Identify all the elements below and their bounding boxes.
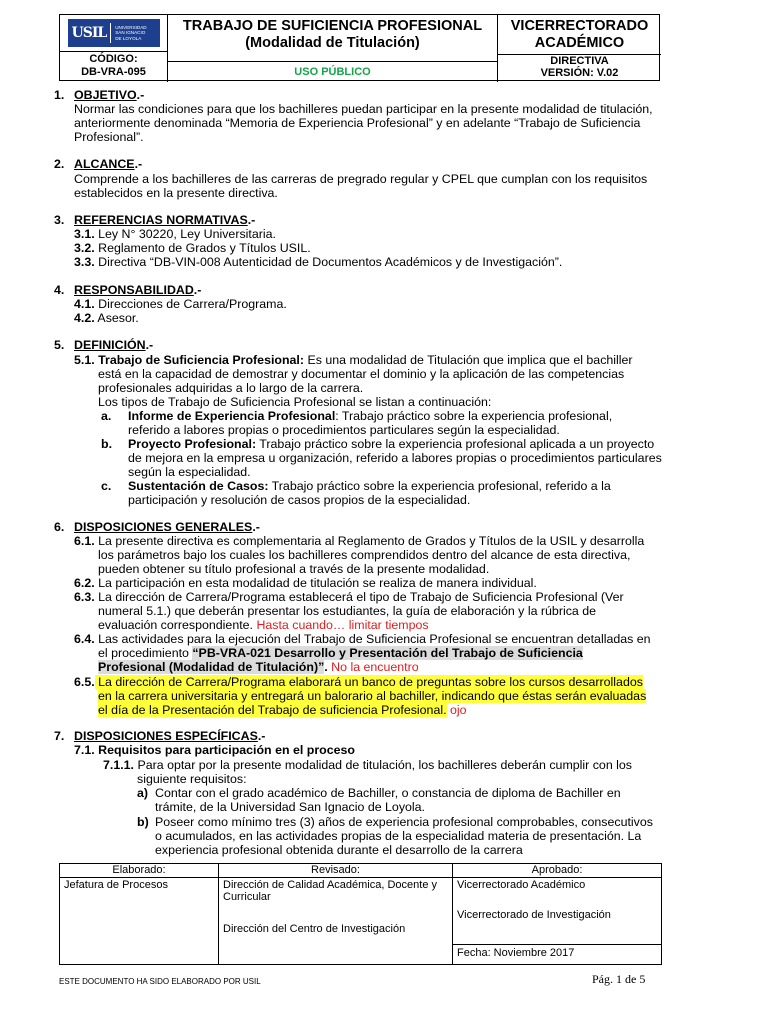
item-text: evaluación correspondiente. — [98, 618, 253, 632]
logo-mark: USIL — [71, 24, 107, 41]
list-item — [74, 576, 537, 591]
type-term: Informe de Experiencia Profesional — [128, 409, 336, 423]
section-number: 1. — [54, 88, 65, 102]
office-line-1: VICERRECTORADO — [510, 18, 649, 34]
section-suffix: .- — [247, 213, 256, 227]
item-number: 7.1. — [74, 743, 95, 757]
header-aprobado: Aprobado: — [453, 864, 662, 878]
section-2-heading — [54, 157, 143, 172]
paragraph-line: profesionales adquiridas a lo largo de la carrera. — [98, 381, 364, 395]
approval-date: Fecha: Noviembre 2017 — [453, 944, 661, 962]
page-number: Pág. 1 de 5 — [592, 972, 646, 986]
list-item — [74, 227, 276, 242]
list-item — [74, 534, 644, 549]
header-elaborado: Elaborado: — [60, 864, 219, 878]
item-number: 3.1. — [74, 227, 95, 241]
subsection-title: Requisitos para participación en el proceso — [94, 743, 355, 757]
revisado-cell — [219, 877, 453, 964]
approval-table-header — [60, 864, 662, 878]
paragraph-line: trámite, de la Universidad San Ignacio de Loyola. — [155, 800, 425, 814]
highlighted-text: en la carrera universitaria y entregará un balorario al bachiller, indicando que éstas serán evaluadas — [98, 689, 647, 703]
item-text: . — [324, 660, 328, 674]
approval-table — [59, 863, 662, 965]
section-suffix: .- — [252, 520, 260, 534]
section-title: DEFINICIÓN — [74, 338, 146, 352]
section-number: 6. — [54, 520, 65, 534]
list-letter: a. — [101, 409, 112, 423]
document-code — [60, 51, 168, 82]
item-number: 6.1. — [74, 534, 95, 548]
type-text: : Trabajo práctico sobre la experiencia profesional, — [335, 409, 613, 423]
item-number: 6.4. — [74, 632, 95, 646]
reviewer-comment: ojo — [446, 703, 467, 717]
section-number: 2. — [54, 157, 65, 171]
item-number: 3.3. — [74, 255, 95, 269]
item-number: 5.1. — [74, 353, 95, 367]
list-item — [74, 632, 651, 647]
item-text: el procedimiento — [98, 646, 193, 660]
paragraph-line: experiencia profesional obtenida durante el desarrollo de la carrera — [155, 843, 523, 857]
paragraph-line: Contar con el grado académico de Bachiller, o constancia de diploma de Bachiller en — [155, 786, 621, 800]
paragraph-line: o acumulados, en las actividades propias de la especialidad materia de presentación. La — [155, 829, 642, 843]
section-title: RESPONSABILIDAD — [74, 283, 194, 297]
section-5-heading — [54, 338, 154, 353]
paragraph-line — [98, 618, 429, 633]
list-item — [103, 758, 632, 773]
highlighted-text: La dirección de Carrera/Programa elaborará un banco de preguntas sobre los cursos desarrollados — [94, 675, 643, 689]
section-title: DISPOSICIONES GENERALES — [74, 520, 253, 534]
type-text: Trabajo práctico sobre la experiencia profesional aplicada a un proyecto — [256, 437, 655, 451]
item-text: Asesor. — [94, 311, 139, 325]
item-number: 6.2. — [74, 576, 95, 590]
definition-term: Trabajo de Suficiencia Profesional: — [94, 353, 304, 367]
type-text: Trabajo práctico sobre la experiencia profesional, referido a la — [268, 479, 611, 493]
item-number: 6.5. — [74, 675, 95, 689]
section-suffix: .- — [136, 88, 145, 102]
paragraph-line — [98, 703, 467, 718]
list-letter: c. — [101, 479, 112, 493]
section-suffix: .- — [257, 729, 266, 743]
item-number: 7.1.1. — [103, 758, 135, 772]
type-term: Sustentación de Casos: — [128, 479, 269, 493]
section-6-heading — [54, 520, 260, 535]
paragraph-line: Normar las condiciones para que los bachilleres puedan participar en la presente modalidad de titulación, — [74, 102, 653, 116]
aprobado-values — [453, 878, 661, 944]
logo-text-line: DE LOYOLA — [115, 35, 142, 41]
section-1-heading — [54, 88, 145, 103]
section-number: 5. — [54, 338, 65, 352]
paragraph-line: Poseer como mínimo tres (3) años de experiencia profesional comprobables, consecutivos — [155, 815, 653, 829]
type-item — [128, 409, 612, 424]
section-number: 3. — [54, 213, 65, 227]
elaborado-value: Jefatura de Procesos — [64, 878, 168, 891]
paragraph-line: pueden obtener su título profesional a través de la presente modalidad. — [98, 562, 490, 576]
section-title: DISPOSICIONES ESPECÍFICAS — [74, 729, 258, 743]
subsection-heading — [74, 743, 355, 758]
section-suffix: .- — [193, 283, 202, 297]
aprobado-value: Vicerrectorado de Investigación — [457, 909, 611, 921]
section-number: 7. — [54, 729, 65, 743]
item-text: Directiva “DB-VIN-008 Autenticidad de Documentos Académicos y de Investigación”. — [94, 255, 563, 269]
paragraph-line: numeral 5.1.) que deberán presentar los estudiantes, la guía de elaboración y la rúbrica de — [98, 604, 597, 618]
paragraph-line — [98, 646, 583, 661]
item-text: Direcciones de Carrera/Programa. — [94, 297, 287, 311]
highlighted-text: el día de la Presentación del Trabajo de suficiencia Profesional. — [98, 703, 447, 717]
section-3-heading — [54, 213, 256, 228]
revisado-value: Dirección del Centro de Investigación — [223, 922, 406, 935]
doc-type-version — [498, 54, 661, 82]
type-item — [128, 437, 654, 452]
section-suffix: .- — [145, 338, 154, 352]
title-line-2: (Modalidad de Titulación) — [245, 35, 420, 51]
section-number: 4. — [54, 283, 65, 297]
logo-text-line: UNIVERSIDAD — [115, 24, 147, 30]
list-letter: b. — [101, 437, 113, 451]
list-item — [74, 590, 624, 605]
procedure-reference: Profesional (Modalidad de Titulación)” — [98, 660, 325, 674]
type-item — [128, 479, 611, 494]
procedure-reference: “PB-VRA-021 Desarrollo y Presentación del Trabajo de Suficiencia — [192, 646, 583, 660]
logo-divider — [110, 23, 111, 43]
item-text: La dirección de Carrera/Programa establecerá el tipo de Trabajo de Suficiencia Profesional (Ver — [94, 590, 624, 604]
definition-text: Es una modalidad de Titulación que implica que el bachiller — [304, 353, 633, 367]
section-title: REFERENCIAS NORMATIVAS — [74, 213, 248, 227]
item-number: 6.3. — [74, 590, 95, 604]
paragraph-line: los parámetros bajo los cuales los bachilleres comprendidos dentro del alcance de esta directiva, — [98, 548, 631, 562]
elaborado-cell — [60, 877, 219, 964]
paragraph-line — [98, 660, 419, 675]
title-line-1: TRABAJO DE SUFICIENCIA PROFESIONAL — [182, 18, 483, 34]
section-4-heading — [54, 283, 202, 298]
section-7-heading — [54, 729, 266, 744]
paragraph-line: de mejora en la empresa u organización, referido a labores propias o procedimientos particulares — [128, 451, 662, 465]
usil-logo — [68, 19, 160, 47]
usage-label: USO PÚBLICO — [168, 61, 498, 82]
reviewer-comment: No la encuentro — [327, 660, 419, 674]
item-number: 4.2. — [74, 311, 95, 325]
logo-text — [115, 25, 146, 41]
section-suffix: .- — [134, 157, 143, 171]
item-text: La participación en esta modalidad de titulación se realiza de manera individual. — [94, 576, 537, 590]
item-text: Ley N° 30220, Ley Universitaria. — [94, 227, 276, 241]
item-text: Para optar por la presente modalidad de titulación, los bachilleres deberán cumplir con los — [134, 758, 632, 772]
list-item — [74, 297, 287, 312]
section-title: OBJETIVO — [74, 88, 137, 102]
aprobado-value: Vicerrectorado Académico — [457, 878, 586, 891]
paragraph-line: está en la capacidad de demostrar y documentar el dominio y la aplicación de las competencias — [98, 367, 625, 381]
code-label: CÓDIGO: — [89, 53, 138, 65]
paragraph-line: Comprende a los bachilleres de las carreras de pregrado regular y CPEL que cumplan con los requisitos — [74, 172, 648, 186]
office-name — [498, 15, 661, 54]
approval-table-row — [60, 877, 662, 964]
paragraph-line — [98, 689, 646, 704]
doc-version: VERSIÓN: V.02 — [540, 67, 619, 79]
paragraph-line: establecidos en la presente directiva. — [74, 186, 278, 200]
paragraph-line: siguiente requisitos: — [137, 772, 247, 786]
list-item — [74, 675, 643, 690]
document-title — [168, 15, 498, 61]
aprobado-cell — [453, 877, 662, 964]
paragraph-line: Profesional”. — [74, 130, 144, 144]
item-number: 3.2. — [74, 241, 95, 255]
item-text: Reglamento de Grados y Títulos USIL. — [94, 241, 311, 255]
office-line-2: ACADÉMICO — [534, 35, 625, 51]
list-item — [74, 241, 311, 256]
item-text: Las actividades para la ejecución del Trabajo de Suficiencia Profesional se encuentran detalladas en — [94, 632, 651, 646]
doc-type: DIRECTIVA — [550, 55, 609, 67]
footer-note: ESTE DOCUMENTO HA SIDO ELABORADO POR USIL — [59, 977, 261, 986]
item-text: La presente directiva es complementaria al Reglamento de Grados y Títulos de la USIL y desarrolla — [94, 534, 645, 548]
logo-text-line: SAN IGNACIO — [115, 30, 146, 36]
document-header — [59, 14, 660, 81]
logo-cell — [60, 15, 168, 51]
header-revisado: Revisado: — [219, 864, 453, 878]
list-item — [74, 311, 139, 326]
list-letter: b) — [137, 815, 149, 829]
paragraph-line: referido a labores propias o procedimientos particulares según la especialidad. — [128, 423, 560, 437]
code-value: DB-VRA-095 — [81, 66, 146, 78]
paragraph-line: participación y resolución de casos propios de la especialidad. — [128, 493, 471, 507]
list-letter: a) — [137, 786, 149, 800]
section-title: ALCANCE — [74, 157, 135, 171]
paragraph-line: Los tipos de Trabajo de Suficiencia Profesional se listan a continuación: — [98, 395, 492, 409]
paragraph-line: según la especialidad. — [128, 465, 251, 479]
paragraph-line: anteriormente denominada “Memoria de Experiencia Profesional” y en adelante “Trabajo de Suficiencia — [74, 116, 641, 130]
definition-line — [74, 353, 633, 368]
list-item — [74, 255, 562, 270]
revisado-value: Dirección de Calidad Académica, Docente y Curricular — [223, 878, 438, 903]
item-number: 4.1. — [74, 297, 95, 311]
type-term: Proyecto Profesional: — [128, 437, 257, 451]
reviewer-comment: Hasta cuando… limitar tiempos — [253, 618, 429, 632]
